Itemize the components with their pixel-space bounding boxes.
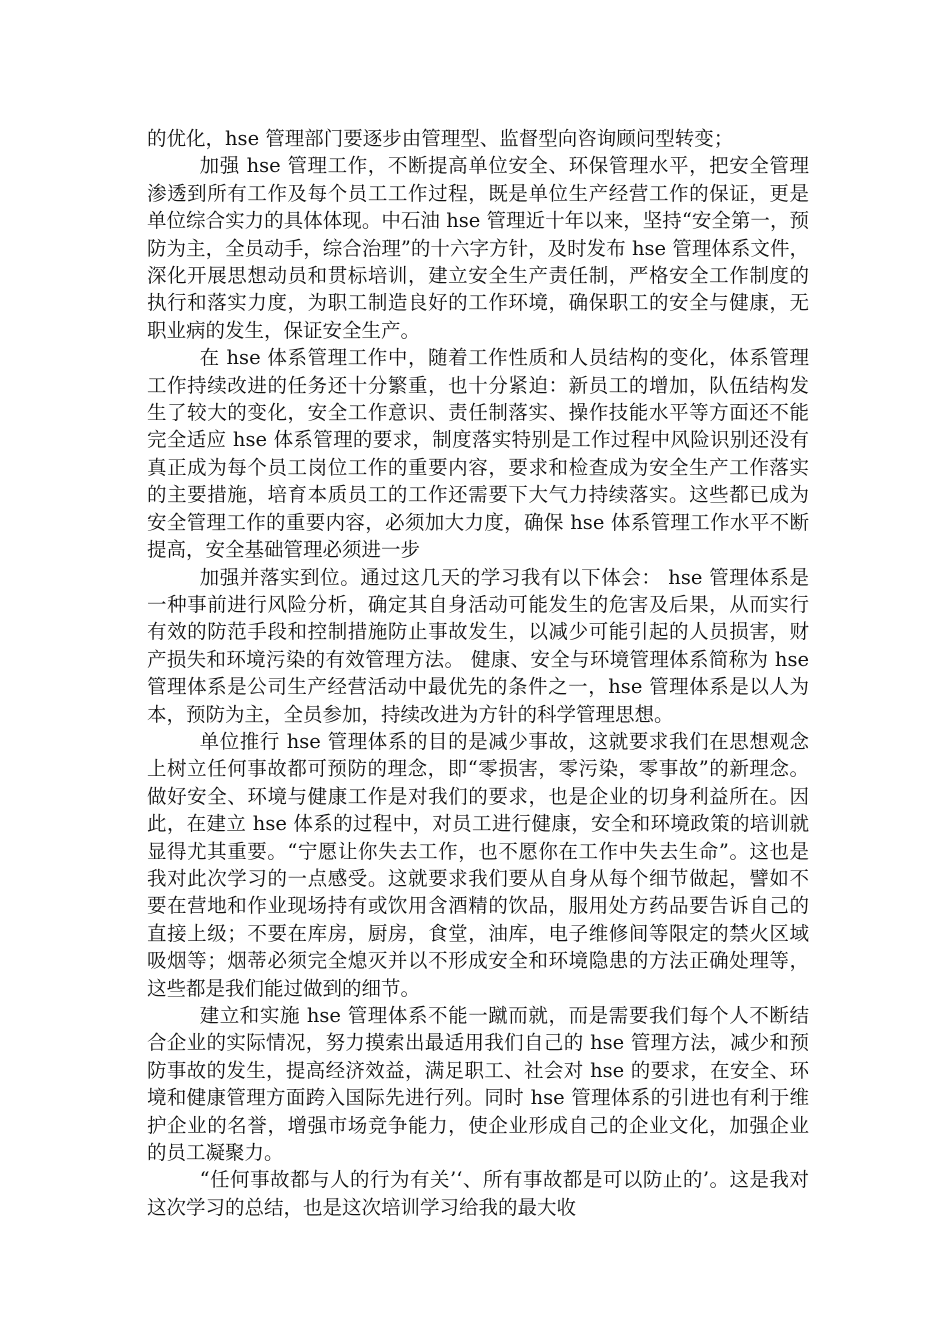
document-body	[147, 125, 809, 1221]
paragraph-4: 加强并落实到位。通过这几天的学习我有以下体会： hse 管理体系是一种事前进行风险分析，确定其自身活动可能发生的危害及后果，从而实行有效的防范手段和控制措施防止事故发生，以减少可能引起的人员损害，财产损失和环境污染的有效管理方法。 健康、安全与环境管理体系简称为 hse 管理体系是公司生产经营活动中最优先的条件之一，hse 管理体系是以人为本，预防为主，全员参加，持续改进为方针的科学管理思想。	[147, 565, 809, 726]
paragraph-2: 加强 hse 管理工作，不断提高单位安全、环保管理水平，把安全管理渗透到所有工作及每个员工工作过程，既是单位生产经营工作的保证，更是单位综合实力的具体体现。中石油 hse 管理近十年以来，坚持“安全第一，预防为主，全员动手，综合治理”的十六字方针，及时发布 hse 管理体系文件，深化开展思想动员和贯标培训，建立安全生产责任制，严格安全工作制度的执行和落实力度，为职工制造良好的工作环境，确保职工的安全与健康，无职业病的发生，保证安全生产。	[147, 154, 809, 342]
paragraph-5: 单位推行 hse 管理体系的目的是减少事故，这就要求我们在思想观念上树立任何事故都可预防的理念，即“零损害，零污染，零事故”的新理念。做好安全、环境与健康工作是对我们的要求，也是企业的切身利益所在。因此，在建立 hse 体系的过程中，对员工进行健康，安全和环境政策的培训就显得尤其重要。“宁愿让你失去工作，也不愿你在工作中失去生命”。这也是我对此次学习的一点感受。这就要求我们要从自身从每个细节做起，譬如不要在营地和作业现场持有或饮用含酒精的饮品，服用处方药品要告诉自己的直接上级；不要在库房，厨房，食堂，油库，电子维修间等限定的禁火区域吸烟等；烟蒂必须完全熄灭并以不形成安全和环境隐患的方法正确处理等，这些都是我们能过做到的细节。	[147, 729, 809, 1000]
paragraph-3: 在 hse 体系管理工作中，随着工作性质和人员结构的变化，体系管理工作持续改进的任务还十分繁重，也十分紧迫：新员工的增加，队伍结构发生了较大的变化，安全工作意识、责任制落实、操作技能水平等方面还不能完全适应 hse 体系管理的要求，制度落实特别是工作过程中风险识别还没有真正成为每个员工岗位工作的重要内容，要求和检查成为安全生产工作落实的主要措施，培育本质员工的工作还需要下大气力持续落实。这些都已成为安全管理工作的重要内容，必须加大力度，确保 hse 体系管理工作水平不断提高，安全基础管理必须进一步	[147, 346, 809, 562]
paragraph-1: 的优化，hse 管理部门要逐步由管理型、监督型向咨询顾问型转变；	[147, 127, 734, 150]
paragraph-6: 建立和实施 hse 管理体系不能一蹴而就，而是需要我们每个人不断结合企业的实际情况，努力摸索出最适用我们自己的 hse 管理方法，减少和预防事故的发生，提高经济效益，满足职工、社会对 hse 的要求，在安全、环境和健康管理方面跨入国际先进行列。同时 hse 管理体系的引进也有利于维护企业的名誉，增强市场竞争能力，使企业形成自己的企业文化，加强企业的员工凝聚力。	[147, 1004, 809, 1165]
paragraph-7: “任何事故都与人的行为有关’‘、所有事故都是可以防止的’。这是我对这次学习的总结，也是这次培训学习给我的最大收	[147, 1168, 809, 1219]
